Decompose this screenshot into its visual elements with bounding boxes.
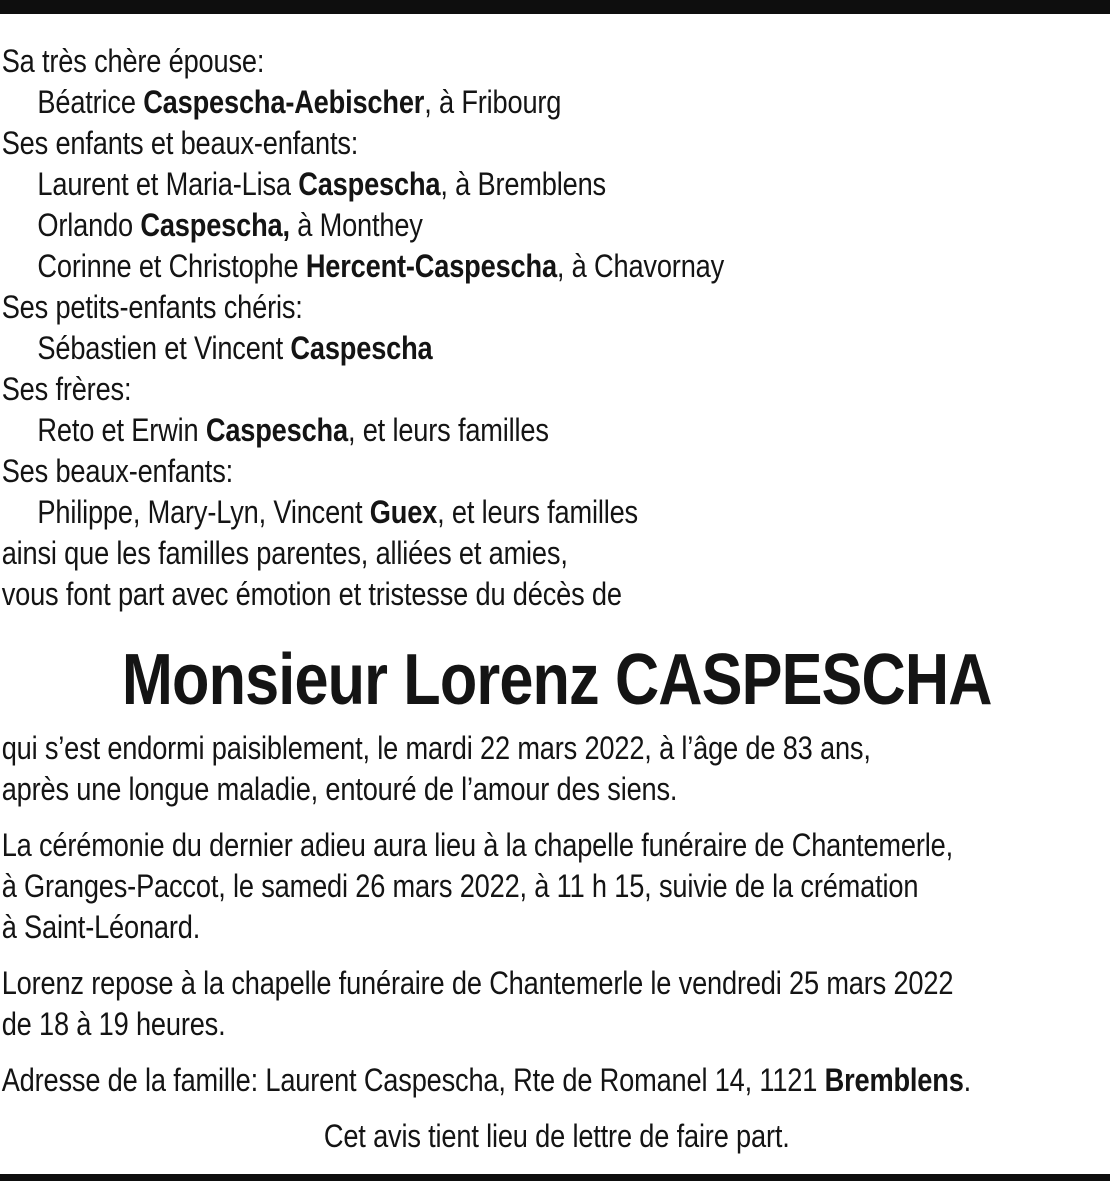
top-border-bar: [0, 0, 1110, 14]
ceremony-paragraph-line: à Saint-Léonard.: [1, 909, 201, 945]
family-name-bold: Caspescha: [205, 412, 348, 448]
address-text: .: [963, 1062, 972, 1098]
family-line-text: Corinne et Christophe: [37, 248, 306, 284]
family-line-text: ainsi que les familles parentes, alliées et amies,: [1, 535, 568, 571]
ceremony-paragraph: [2, 825, 1110, 948]
family-name-bold: Hercent-Caspescha: [305, 248, 557, 284]
repose-paragraph: [2, 963, 1110, 1045]
address-town-bold: Bremblens: [824, 1062, 964, 1098]
deceased-name-title: Monsieur Lorenz CASPESCHA: [121, 640, 992, 720]
family-line-text: Reto et Erwin: [37, 412, 206, 448]
family-line: [2, 205, 1110, 246]
family-name-bold: Caspescha,: [140, 207, 290, 243]
family-line-text: Ses petits-enfants chéris:: [1, 289, 303, 325]
bottom-border-bar: [0, 1174, 1110, 1181]
family-line-text: à Monthey: [289, 207, 423, 243]
ceremony-paragraph-line: à Granges-Paccot, le samedi 26 mars 2022, à 11 h 15, suivie de la crémation: [1, 868, 919, 904]
family-line: [2, 164, 1110, 205]
family-line-text: , à Fribourg: [424, 84, 562, 120]
family-line: [2, 287, 1110, 328]
family-line-text: , à Bremblens: [440, 166, 606, 202]
family-line-text: Sa très chère épouse:: [1, 43, 265, 79]
family-line-text: , et leurs familles: [437, 494, 638, 530]
family-name-bold: Caspescha: [298, 166, 441, 202]
family-line: [2, 123, 1110, 164]
family-name-bold: Guex: [369, 494, 438, 530]
family-line-text: Laurent et Maria-Lisa: [37, 166, 299, 202]
family-list: [2, 41, 1110, 615]
family-line: [2, 533, 1110, 574]
family-line: [2, 492, 1110, 533]
family-address-line: [2, 1060, 1110, 1101]
family-line-text: Philippe, Mary-Lyn, Vincent: [37, 494, 370, 530]
family-line: [2, 82, 1110, 123]
repose-paragraph-line: de 18 à 19 heures.: [1, 1006, 226, 1042]
family-line-text: Ses enfants et beaux-enfants:: [1, 125, 359, 161]
family-line-text: Ses beaux-enfants:: [1, 453, 234, 489]
family-line-text: , à Chavornay: [556, 248, 725, 284]
closing-line: Cet avis tient lieu de lettre de faire part.: [323, 1118, 790, 1154]
family-line: [2, 574, 1110, 615]
address-text: Adresse de la famille: Laurent Caspescha, Rte de Romanel 14, 1121: [1, 1062, 825, 1098]
family-line: [2, 41, 1110, 82]
family-line-text: Sébastien et Vincent: [37, 330, 291, 366]
family-line-text: vous font part avec émotion et tristesse du décès de: [1, 576, 622, 612]
repose-paragraph-line: Lorenz repose à la chapelle funéraire de Chantemerle le vendredi 25 mars 2022: [1, 965, 954, 1001]
family-name-bold: Caspescha: [290, 330, 433, 366]
ceremony-paragraph-line: La cérémonie du dernier adieu aura lieu à la chapelle funéraire de Chantemerle,: [1, 827, 953, 863]
family-line-text: , et leurs familles: [347, 412, 549, 448]
family-name-bold: Caspescha-Aebischer: [143, 84, 425, 120]
death-paragraph-line: après une longue maladie, entouré de l’amour des siens.: [1, 771, 678, 807]
family-line-text: Orlando: [37, 207, 141, 243]
family-line: [2, 246, 1110, 287]
family-line: [2, 328, 1110, 369]
death-paragraph-line: qui s’est endormi paisiblement, le mardi 22 mars 2022, à l’âge de 83 ans,: [1, 730, 871, 766]
death-notice: [0, 14, 1110, 1157]
family-line-text: Béatrice: [37, 84, 144, 120]
family-line: [2, 369, 1110, 410]
death-paragraph: [2, 728, 1110, 810]
family-line-text: Ses frères:: [1, 371, 132, 407]
family-line: [2, 410, 1110, 451]
family-line: [2, 451, 1110, 492]
